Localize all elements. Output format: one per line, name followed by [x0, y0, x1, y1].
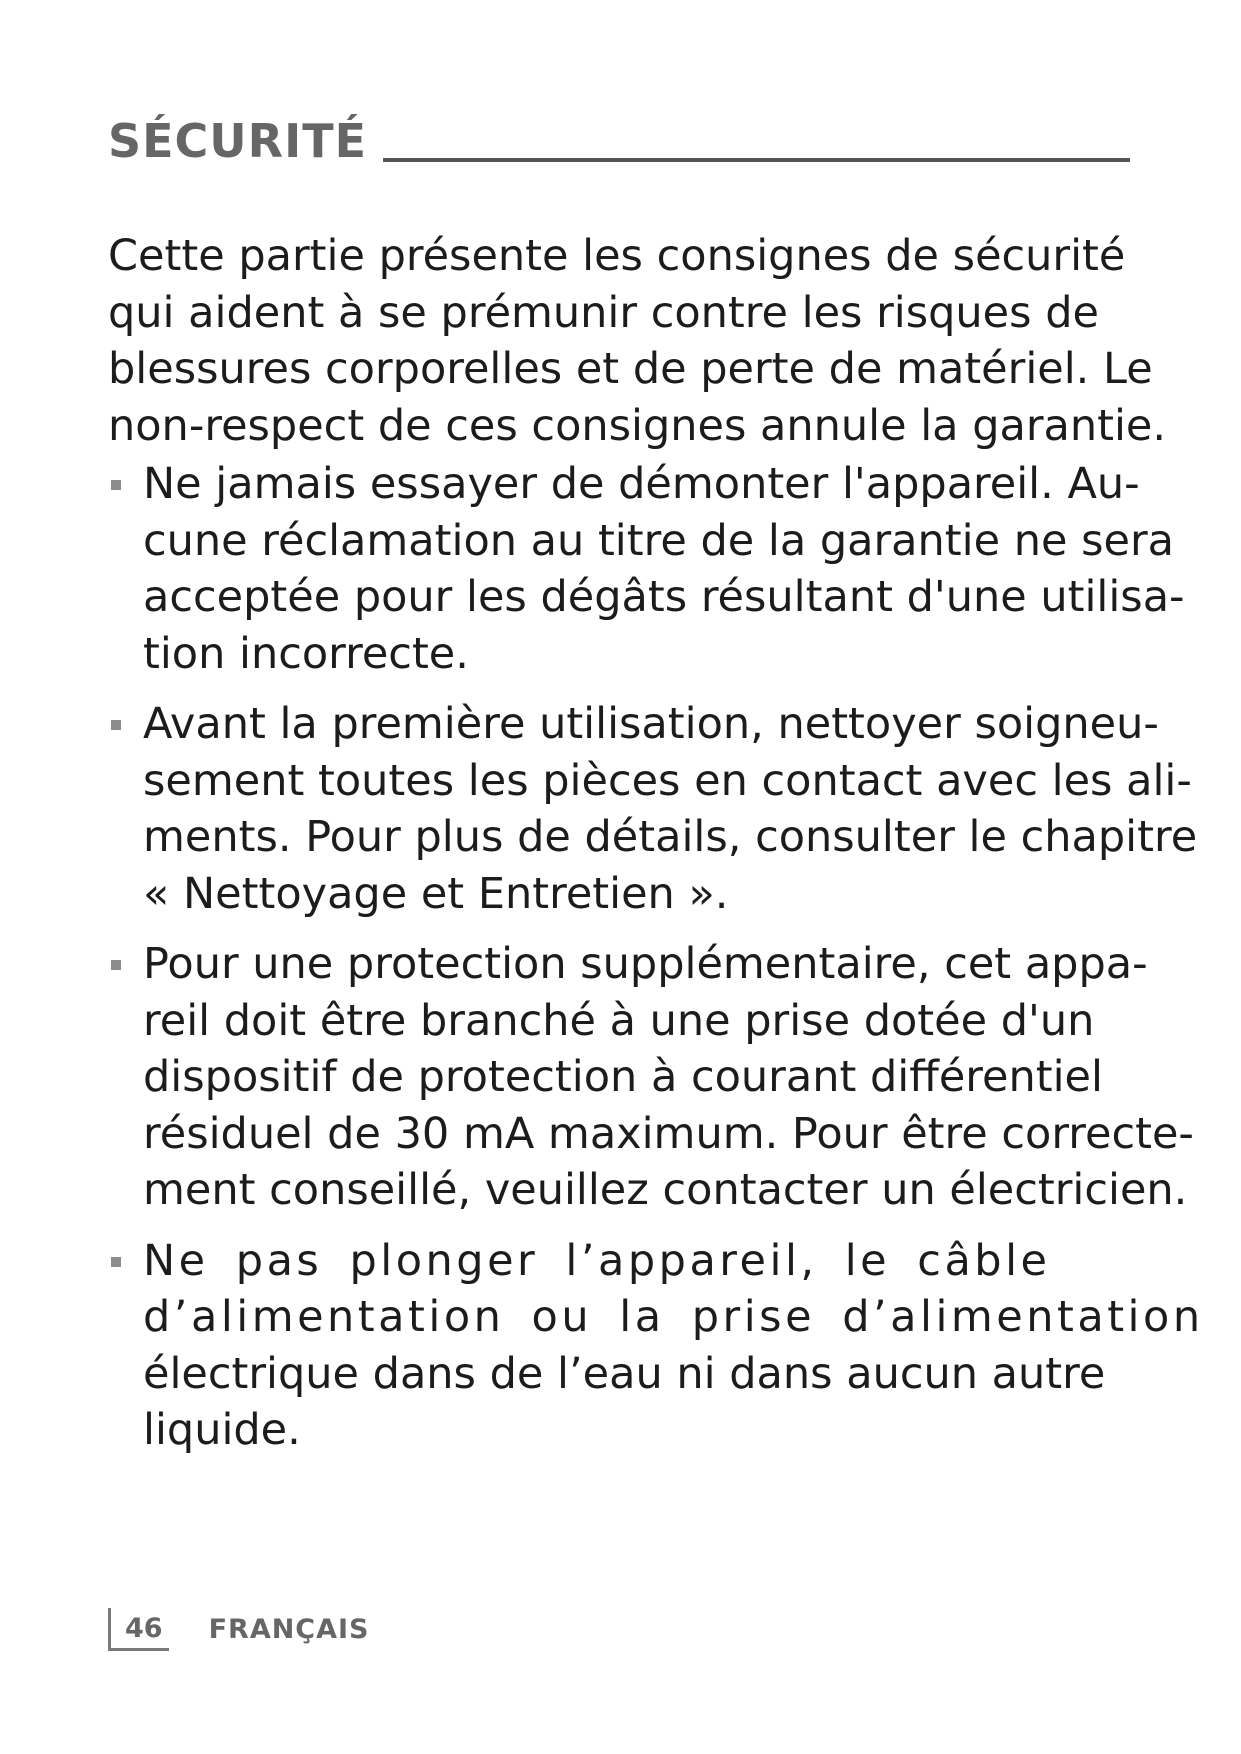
- section-heading: [108, 114, 1130, 168]
- square-bullet-icon: [111, 1257, 121, 1267]
- page-number: 46: [125, 1612, 163, 1644]
- list-item-line: Avant la première utilisation, nettoyer soigneu-: [143, 699, 1159, 749]
- list-item: [108, 456, 1185, 682]
- list-item-line: électrique dans de l’eau ni dans aucun autre: [143, 1348, 1106, 1399]
- footer-language: FRANÇAIS: [208, 1614, 370, 1645]
- list-item-line: ment conseillé, veuillez contacter un électricien.: [143, 1165, 1188, 1215]
- page-title: SÉCURITÉ: [108, 114, 368, 168]
- main-content: [108, 228, 1204, 1473]
- square-bullet-icon: [111, 720, 121, 730]
- list-item-line: dispositif de protection à courant différentiel: [143, 1052, 1103, 1102]
- square-bullet-icon: [111, 960, 121, 970]
- list-item-line: liquide.: [143, 1405, 301, 1455]
- list-item-line: sement toutes les pièces en contact avec les ali-: [143, 755, 1192, 806]
- square-bullet-icon: [111, 480, 121, 490]
- list-item-line: acceptée pour les dégâts résultant d'une utilisa-: [143, 572, 1185, 622]
- intro-line: qui aident à se prémunir contre les risques de: [108, 287, 1099, 338]
- list-item-line: Ne pas plonger l’appareil, le câble: [143, 1235, 1051, 1286]
- list-item: [108, 936, 1194, 1219]
- page-number-bracket: [108, 1608, 169, 1651]
- list-item-line: d’alimentation ou la prise d’alimentation: [143, 1292, 1204, 1342]
- intro-line: non-respect de ces consignes annule la garantie.: [108, 400, 1167, 451]
- list-item: [108, 1233, 1204, 1459]
- intro-paragraph: [108, 228, 1167, 454]
- list-item-line: tion incorrecte.: [143, 628, 469, 679]
- heading-rule: [383, 158, 1130, 162]
- page-footer: [108, 1608, 370, 1651]
- list-item-line: ments. Pour plus de détails, consulter le chapitre: [143, 812, 1198, 862]
- list-item-line: « Nettoyage et Entretien ».: [143, 868, 729, 919]
- list-item-line: Pour une protection supplémentaire, cet appa-: [143, 939, 1148, 989]
- list-item-line: Ne jamais essayer de démonter l'appareil. Au-: [143, 459, 1140, 509]
- intro-line: Cette partie présente les consignes de sécurité: [108, 231, 1126, 281]
- list-item: [108, 696, 1198, 922]
- intro-line: blessures corporelles et de perte de matériel. Le: [108, 344, 1153, 394]
- list-item-line: cune réclamation au titre de la garantie ne sera: [143, 515, 1174, 566]
- safety-list: [108, 456, 1204, 1459]
- list-item-line: résiduel de 30 mA maximum. Pour être correcte-: [143, 1108, 1194, 1159]
- list-item-line: reil doit être branché à une prise dotée d'un: [143, 995, 1095, 1046]
